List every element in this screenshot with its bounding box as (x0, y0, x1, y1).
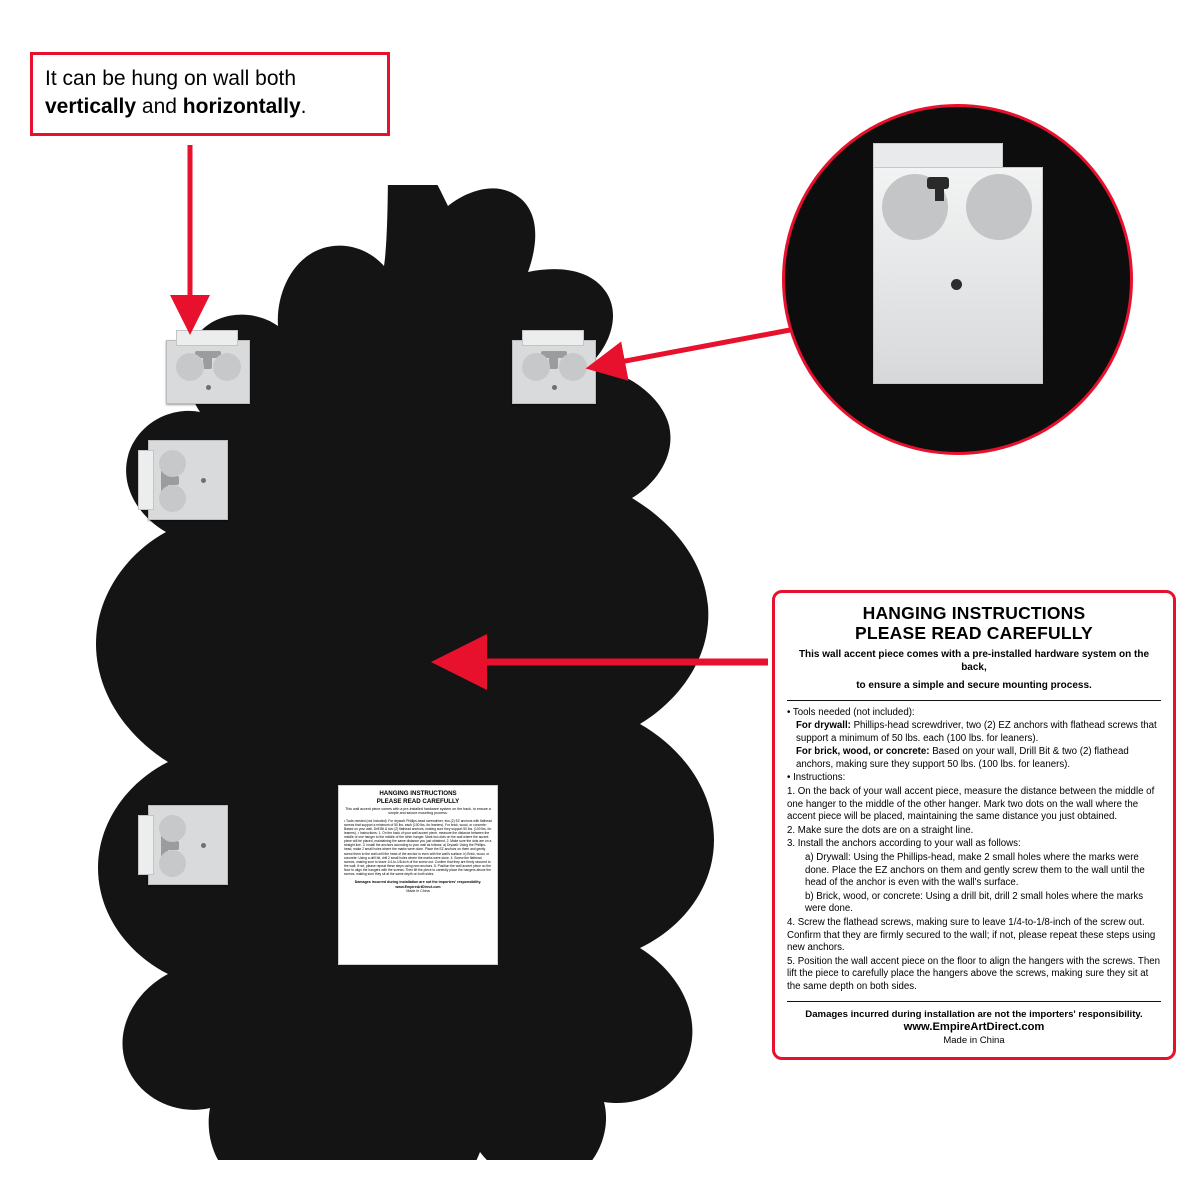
panel-brick-label: For brick, wood, or concrete: (796, 746, 930, 758)
hanger-screw-dot (201, 478, 206, 483)
panel-footer-damages: Damages incurred during installation are not the importers' responsibility. (805, 1008, 1143, 1020)
hanger-lobe-left (176, 353, 204, 381)
hanger-screw-dot (201, 843, 206, 848)
callout-period: . (300, 95, 307, 118)
panel-step-3a: a) Drywall: Using the Phillips-head, make 2 small holes where the marks were done. Place the EZ anchors on them and gently screw them to the wall until the head of the anchor is even with the wall's surface. (805, 852, 1145, 889)
hanger-screw-dot (206, 385, 211, 390)
plaque-shape (28, 185, 748, 1160)
callout-bold-horizontally: horizontally (182, 95, 301, 118)
sticker-title-line1: HANGING INSTRUCTIONS (379, 790, 457, 797)
hanger-tab (176, 330, 238, 346)
panel-tools-heading: • Tools needed (not included): (787, 706, 915, 718)
panel-subtitle-line1: This wall accent piece comes with a pre-installed hardware system on the back, (798, 649, 1150, 673)
panel-step-3: 3. Install the anchors according to your wall as follows: (787, 838, 1021, 850)
panel-footer-site: www.EmpireArtDirect.com (903, 1020, 1045, 1033)
hanger-lobe-right (213, 353, 241, 381)
hanger-top-right (512, 340, 596, 404)
panel-step-1: 1. On the back of your wall accent piece, measure the distance between the middle of one hanger to the middle of the other hanger. Mark two dots on the wall where the accent piece will be placed, maintaining the same distance you just obtained. (787, 786, 1155, 823)
callout-line-1: It can be hung on wall both (45, 67, 297, 90)
hanger-tab (522, 330, 584, 346)
hanger-lobe-left (522, 353, 550, 381)
hanger-lobe-bottom (159, 850, 186, 877)
panel-brick-line (787, 746, 1161, 771)
zoom-screw-dot (951, 279, 962, 290)
zoom-hanger-plate (873, 167, 1043, 384)
hanger-top-left (166, 340, 250, 404)
hanger-lobe-top (159, 815, 186, 842)
panel-brick-text: Based on your wall, Drill Bit & two (2) flathead anchors, making sure they support 50 lbs. (100 lbs. for leaners). (796, 746, 1129, 770)
hardware-zoom-detail (782, 104, 1133, 455)
wall-accent-plaque (28, 185, 748, 1160)
sticker-title-line2: PLEASE READ CAREFULLY (376, 797, 460, 805)
panel-instructions-heading: • Instructions: (787, 772, 846, 784)
hanger-slot-stem (549, 356, 558, 369)
panel-divider-bottom (787, 1001, 1161, 1002)
hanger-lobe-right (559, 353, 587, 381)
hanger-lobe-top (159, 450, 186, 477)
zoom-lobe-right (966, 174, 1032, 240)
sticker-footer-damages: Damages incurred during installation are not the importers' responsibility. (354, 880, 482, 885)
plaque-instruction-sticker (338, 785, 498, 965)
hanger-tab (138, 815, 154, 875)
panel-step-2: 2. Make sure the dots are on a straight line. (787, 824, 974, 836)
panel-title-line2: PLEASE READ CAREFULLY (855, 623, 1093, 643)
hanging-instructions-panel (772, 590, 1176, 1060)
panel-drywall-text: Phillips-head screwdriver, two (2) EZ anchors with flathead screws that support a minimum of 50 lbs. each (100 lbs. for leaners). (796, 720, 1157, 744)
callout-orientation (30, 52, 390, 136)
hanger-side-lower (148, 805, 228, 885)
hanger-screw-dot (552, 385, 557, 390)
panel-drywall-line (787, 720, 1161, 745)
panel-subtitle-line2: to ensure a simple and secure mounting process. (856, 680, 1092, 691)
panel-step-4: 4. Screw the flathead screws, making sure to leave 1/4-to-1/8-inch of the screw out. Confirm that they are firmly secured to the wall; if not, please repeat these steps using new anchors. (787, 917, 1156, 954)
panel-title-line1: HANGING INSTRUCTIONS (862, 603, 1086, 623)
panel-divider (787, 700, 1161, 701)
panel-body (787, 707, 1161, 994)
hanger-slot-stem (166, 841, 179, 850)
sticker-body: • Tools needed (not included): For drywall: Phillips-head screwdriver, two (2) EZ anchors with flathead screws that support a minimum of 50 lbs. each (100 lbs. for leaners). For brick, wood, or concrete: Based on your wall, Drill Bit & two (2) flathead anchors, making sure they support 50 lbs. (100 lbs. for leaners). • Instructions: 1. On the back of your wall accent piece, measure the distance between the middle of one hanger to the middle of the other hanger. Mark two dots on the wall where the accent piece will be placed, maintaining the same distance you just obtained. 2. Make sure the dots are on a straight line. 3. Install the anchors according to your wall as follows: a) Drywall: Using the Phillips-head, make 2 small holes where the marks were done. Place the EZ anchors on them and gently screw them to the wall until the head of the anchor is even with the wall's surface. b) Brick, wood, or concrete: Using a drill bit, drill 2 small holes where the marks were done. 4. Screw the flathead screws, making sure to leave 1/4-to-1/8-inch of the screw out. Confirm that they are firmly secured to the wall; if not, please repeat these steps using new anchors. 5. Position the wall accent piece on the floor to align the hangers with the screws. Then lift the piece to carefully place the hangers above the screws, making sure they sit at the same depth on both sides. (344, 818, 492, 877)
callout-line-2 (45, 93, 375, 121)
panel-footer (787, 1008, 1161, 1047)
sticker-footer-made: Made in China (406, 889, 430, 894)
panel-step-3b: b) Brick, wood, or concrete: Using a drill bit, drill 2 small holes where the marks were done. (805, 890, 1144, 915)
sticker-subtitle: This wall accent piece comes with a pre-installed hardware system on the back, to ensure a simple and secure mounting process. (345, 807, 491, 816)
hanger-tab (138, 450, 154, 510)
hanger-lobe-bottom (159, 485, 186, 512)
hanger-side-upper (148, 440, 228, 520)
hanger-slot-stem (203, 356, 212, 369)
zoom-keyhole-stem (935, 185, 944, 201)
sticker-footer-site: www.EmpireArtDirect.com (395, 884, 441, 889)
panel-step-5: 5. Position the wall accent piece on the floor to align the hangers with the screws. Then lift the piece to carefully place the hangers above the screws, making sure they sit at the same depth on both sides. (787, 955, 1161, 992)
panel-footer-made: Made in China (943, 1034, 1005, 1046)
sticker-footer (344, 880, 492, 894)
panel-drywall-label: For drywall: (796, 720, 851, 732)
callout-mid: and (136, 95, 183, 118)
callout-bold-vertically: vertically (45, 95, 137, 118)
hanger-slot-stem (166, 476, 179, 485)
